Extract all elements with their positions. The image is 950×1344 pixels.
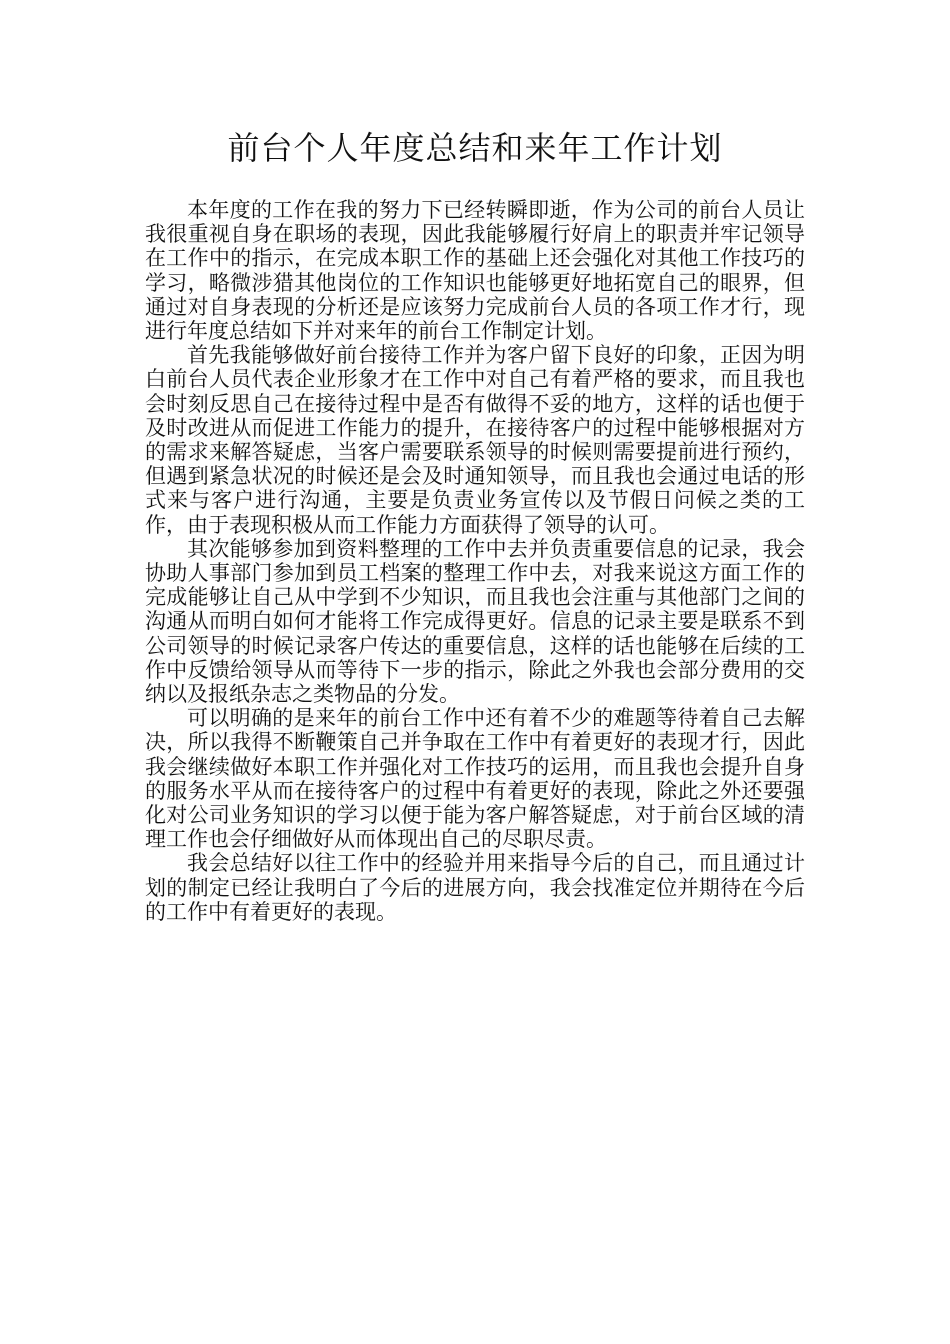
paragraph-5: 我会总结好以往工作中的经验并用来指导今后的自己，而且通过计划的制定已经让我明白了今后的进展方向，我会找准定位并期待在今后的工作中有着更好的表现。 [145,851,805,924]
paragraph-4: 可以明确的是来年的前台工作中还有着不少的难题等待着自己去解决，所以我得不断鞭策自己并争取在工作中有着更好的表现才行，因此我会继续做好本职工作并强化对工作技巧的运用，而且我也会提升自身的服务水平从而在接待客户的过程中有着更好的表现，除此之外还要强化对公司业务知识的学习以便于能为客户解答疑虑，对于前台区域的清理工作也会仔细做好从而体现出自己的尽职尽责。 [145,706,805,852]
paragraph-1: 本年度的工作在我的努力下已经转瞬即逝，作为公司的前台人员让我很重视自身在职场的表现，因此我能够履行好肩上的职责并牢记领导在工作中的指示，在完成本职工作的基础上还会强化对其他工作技巧的学习，略微涉猎其他岗位的工作知识也能够更好地拓宽自己的眼界，但通过对自身表现的分析还是应该努力完成前台人员的各项工作才行，现进行年度总结如下并对来年的前台工作制定计划。 [145,198,805,344]
paragraph-3: 其次能够参加到资料整理的工作中去并负责重要信息的记录，我会协助人事部门参加到员工档案的整理工作中去，对我来说这方面工作的完成能够让自己从中学到不少知识，而且我也会注重与其他部门之间的沟通从而明白如何才能将工作完成得更好。信息的记录主要是联系不到公司领导的时候记录客户传达的重要信息，这样的话也能够在后续的工作中反馈给领导从而等待下一步的指示，除此之外我也会部分费用的交纳以及报纸杂志之类物品的分发。 [145,536,805,707]
paragraph-2: 首先我能够做好前台接待工作并为客户留下良好的印象，正因为明白前台人员代表企业形象才在工作中对自己有着严格的要求，而且我也会时刻反思自己在接待过程中是否有做得不妥的地方，这样的话也便于及时改进从而促进工作能力的提升，在接待客户的过程中能够根据对方的需求来解答疑虑，当客户需要联系领导的时候则需要提前进行预约，但遇到紧急状况的时候还是会及时通知领导，而且我也会通过电话的形式来与客户进行沟通，主要是负责业务宣传以及节假日问候之类的工作，由于表现积极从而工作能力方面获得了领导的认可。 [145,343,805,537]
document-body [145,198,805,924]
document-title: 前台个人年度总结和来年工作计划 [227,129,723,167]
